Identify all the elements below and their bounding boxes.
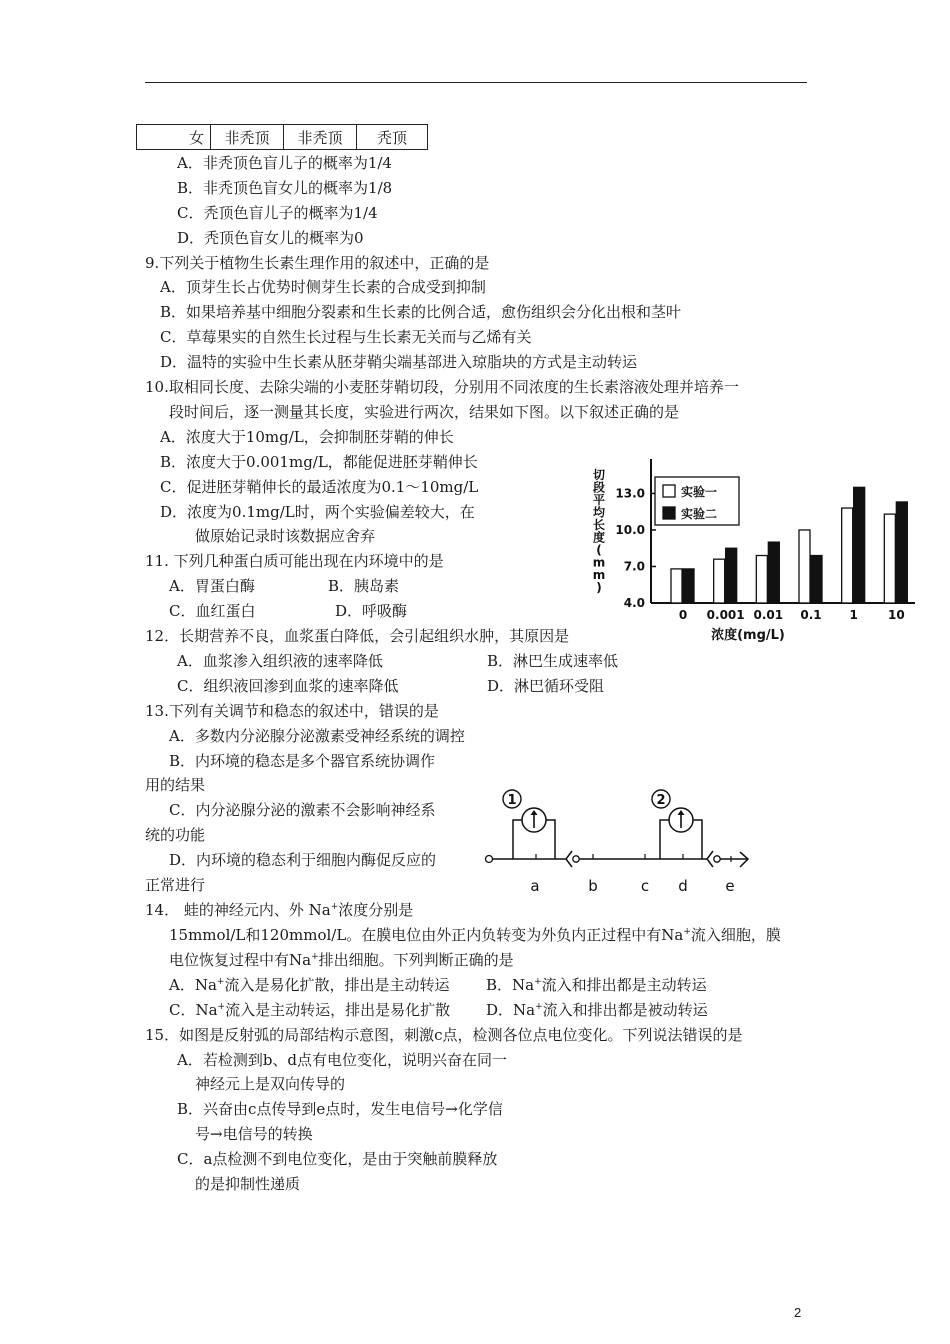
meter-number: 2 (656, 793, 666, 808)
q8-option-b: B．非秃顶色盲女儿的概率为1/8 (177, 179, 393, 197)
bar-series2 (768, 542, 779, 603)
q10-option-a: A．浓度大于10mg/L，会抑制胚芽鞘的伸长 (160, 428, 454, 446)
q13-option-c: C．内分泌腺分泌的激素不会影响神经系 (169, 801, 436, 819)
y-axis-label-char: m (592, 555, 606, 570)
q8-option-d: D．秃顶色盲女儿的概率为0 (177, 229, 364, 247)
q11-option-d: D．呼吸酶 (335, 602, 408, 620)
q15-option-b-cont: 号→电信号的转换 (195, 1125, 313, 1143)
q11-stem: 11. 下列几种蛋白质可能出现在内环境中的是 (145, 552, 444, 570)
synapse-icon (566, 851, 572, 867)
q9-option-a: A．顶芽生长占优势时侧芽生长素的合成受到抑制 (160, 278, 486, 296)
q13-option-b-cont: 用的结果 (145, 776, 206, 794)
synapse-icon (707, 851, 713, 867)
q14-option-c: C．Na+流入是主动转运，排出是易化扩散 (169, 1001, 451, 1019)
q13-option-a: A．多数内分泌腺分泌激素受神经系统的调控 (169, 727, 465, 745)
y-axis-label-char: ) (596, 580, 602, 595)
y-axis-label-char: 平 (592, 493, 606, 507)
q15-stem: 15．如图是反射弧的局部结构示意图，刺激c点，检测各位点电位变化。下列说法错误的是 (145, 1026, 743, 1044)
q14-option-d: D．Na+流入和排出都是被动转运 (486, 1001, 708, 1019)
x-tick-label: 0.1 (800, 608, 822, 622)
bar-chart (585, 455, 925, 645)
q12-option-b: B．淋巴生成速率低 (487, 652, 619, 670)
table-cell: 女 (137, 125, 211, 150)
y-axis-label-char: 长 (592, 518, 606, 532)
q11-option-c: C．血红蛋白 (169, 602, 256, 620)
y-axis-label-char: 段 (592, 480, 606, 495)
q15-option-a-cont: 神经元上是双向传导的 (195, 1075, 346, 1093)
q10-option-d: D．浓度为0.1mg/L时，两个实验偏差较大，在 (160, 503, 475, 521)
meter-1 (503, 790, 555, 859)
y-axis-label-char: 均 (592, 505, 606, 520)
q12-stem: 12．长期营养不良，血浆蛋白降低，会引起组织水肿，其原因是 (145, 627, 570, 645)
bar-series1 (671, 569, 682, 603)
x-tick-label: 0 (678, 608, 688, 622)
y-tick-label: 7.0 (623, 559, 645, 574)
q15-option-b: B．兴奋由c点传导到e点时，发生电信号→化学信 (177, 1100, 503, 1118)
q10-option-d-cont: 做原始记录时该数据应舍弃 (195, 527, 376, 545)
table-row (137, 125, 428, 150)
y-tick-label: 10.0 (615, 522, 645, 537)
y-axis-label-char: m (592, 568, 606, 582)
page-number: 2 (794, 1305, 802, 1320)
legend-swatch (663, 485, 675, 497)
q11-option-b: B．胰岛素 (328, 577, 400, 595)
q15-option-c-cont: 的是抑制性递质 (195, 1175, 301, 1193)
y-tick-label: 13.0 (615, 486, 645, 501)
synapse-knob (714, 856, 720, 862)
synapse-knob (573, 856, 579, 862)
table-cell: 非秃顶 (284, 125, 357, 150)
table-cell: 秃顶 (357, 125, 428, 150)
y-axis-label-char: ( (596, 543, 602, 557)
q10-option-c: C．促进胚芽鞘伸长的最适浓度为0.1～10mg/L (160, 478, 479, 496)
q13-option-b: B．内环境的稳态是多个器官系统协调作 (169, 752, 436, 770)
q12-option-a: A．血浆渗入组织液的速率降低 (177, 652, 383, 670)
x-tick-label: 0.01 (753, 608, 784, 622)
q13-option-c-cont: 统的功能 (145, 826, 206, 844)
y-axis-label-char: 度 (592, 530, 606, 545)
bar-series2 (811, 556, 822, 603)
bar-series2 (726, 548, 737, 603)
q14-option-b: B．Na+流入和排出都是主动转运 (486, 976, 707, 994)
header-rule (145, 82, 807, 83)
table-cell: 非秃顶 (211, 125, 284, 150)
q15-option-c: C．a点检测不到电位变化，是由于突触前膜释放 (177, 1150, 498, 1168)
x-tick-label: 10 (887, 608, 905, 622)
q8-option-a: A．非秃顶色盲儿子的概率为1/4 (177, 154, 392, 172)
x-tick-label: 1 (849, 608, 858, 622)
q11-option-a: A．胃蛋白酶 (169, 577, 255, 595)
phenotype-table (136, 124, 428, 150)
point-label-a: a (530, 877, 540, 895)
q15-option-a: A．若检测到b、d点有电位变化，说明兴奋在同一 (177, 1051, 508, 1069)
q10-stem-line1: 10.取相同长度、去除尖端的小麦胚芽鞘切段，分别用不同浓度的生长素溶液处理并培养一 (145, 378, 739, 396)
y-tick-label: 4.0 (623, 596, 645, 610)
q9-option-d: D．温特的实验中生长素从胚芽鞘尖端基部进入琼脂块的方式是主动转运 (160, 353, 638, 371)
reflex-arc-diagram (480, 780, 780, 900)
legend-swatch (663, 507, 675, 519)
y-axis-label (592, 467, 606, 595)
neuron-end (486, 856, 493, 863)
x-axis-label: 浓度(mg/L) (711, 628, 785, 643)
q12-option-d: D．淋巴循环受阻 (487, 677, 605, 695)
x-tick-label: 0.001 (706, 608, 745, 622)
meter-number: 1 (507, 793, 517, 808)
q9-option-c: C．草莓果实的自然生长过程与生长素无关而与乙烯有关 (160, 328, 532, 346)
point-label-b: b (588, 877, 598, 895)
q8-option-c: C．秃顶色盲儿子的概率为1/4 (177, 204, 378, 222)
y-axis-label-char: 切 (592, 468, 606, 482)
bar-series2 (896, 502, 907, 603)
y-tick-labels (615, 486, 656, 610)
bar-series2 (683, 569, 694, 603)
x-tick-labels (679, 608, 905, 622)
q9-option-b: B．如果培养基中细胞分裂素和生长素的比例合适，愈伤组织会分化出根和茎叶 (160, 303, 682, 321)
q14-stem-line3: 电位恢复过程中有Na+排出细胞。下列判断正确的是 (169, 951, 514, 969)
q14-stem-line1: 14． 蛙的神经元内、外 Na+浓度分别是 (145, 901, 414, 919)
chart-legend (655, 477, 739, 525)
q13-option-d-cont: 正常进行 (145, 876, 206, 894)
point-label-e: e (725, 877, 735, 895)
q13-option-d: D．内环境的稳态利于细胞内酶促反应的 (169, 851, 437, 869)
bar-series1 (884, 514, 895, 603)
bar-series1 (714, 559, 725, 603)
bar-series1 (756, 556, 767, 603)
meter-2 (652, 790, 702, 859)
q14-stem-line2: 15mmol/L和120mmol/L。在膜电位由外正内负转变为外负内正过程中有Na+流入细胞，膜 (169, 926, 781, 944)
q10-stem-line2: 段时间后，逐一测量其长度，实验进行两次，结果如下图。以下叙述正确的是 (169, 403, 680, 421)
q14-option-a: A．Na+流入是易化扩散，排出是主动转运 (169, 976, 450, 994)
bar-series1 (842, 508, 853, 603)
bar-series2 (854, 487, 865, 603)
legend-label: 实验二 (681, 507, 718, 521)
q13-stem: 13.下列有关调节和稳态的叙述中，错误的是 (145, 702, 439, 720)
point-label-c: c (640, 877, 650, 895)
bar-series1 (799, 530, 810, 603)
q10-option-b: B．浓度大于0.001mg/L，都能促进胚芽鞘伸长 (160, 453, 478, 471)
q12-option-c: C．组织液回渗到血浆的速率降低 (177, 677, 399, 695)
q9-stem: 9.下列关于植物生长素生理作用的叙述中，正确的是 (145, 254, 490, 272)
legend-label: 实验一 (681, 485, 718, 499)
point-label-d: d (678, 877, 688, 895)
